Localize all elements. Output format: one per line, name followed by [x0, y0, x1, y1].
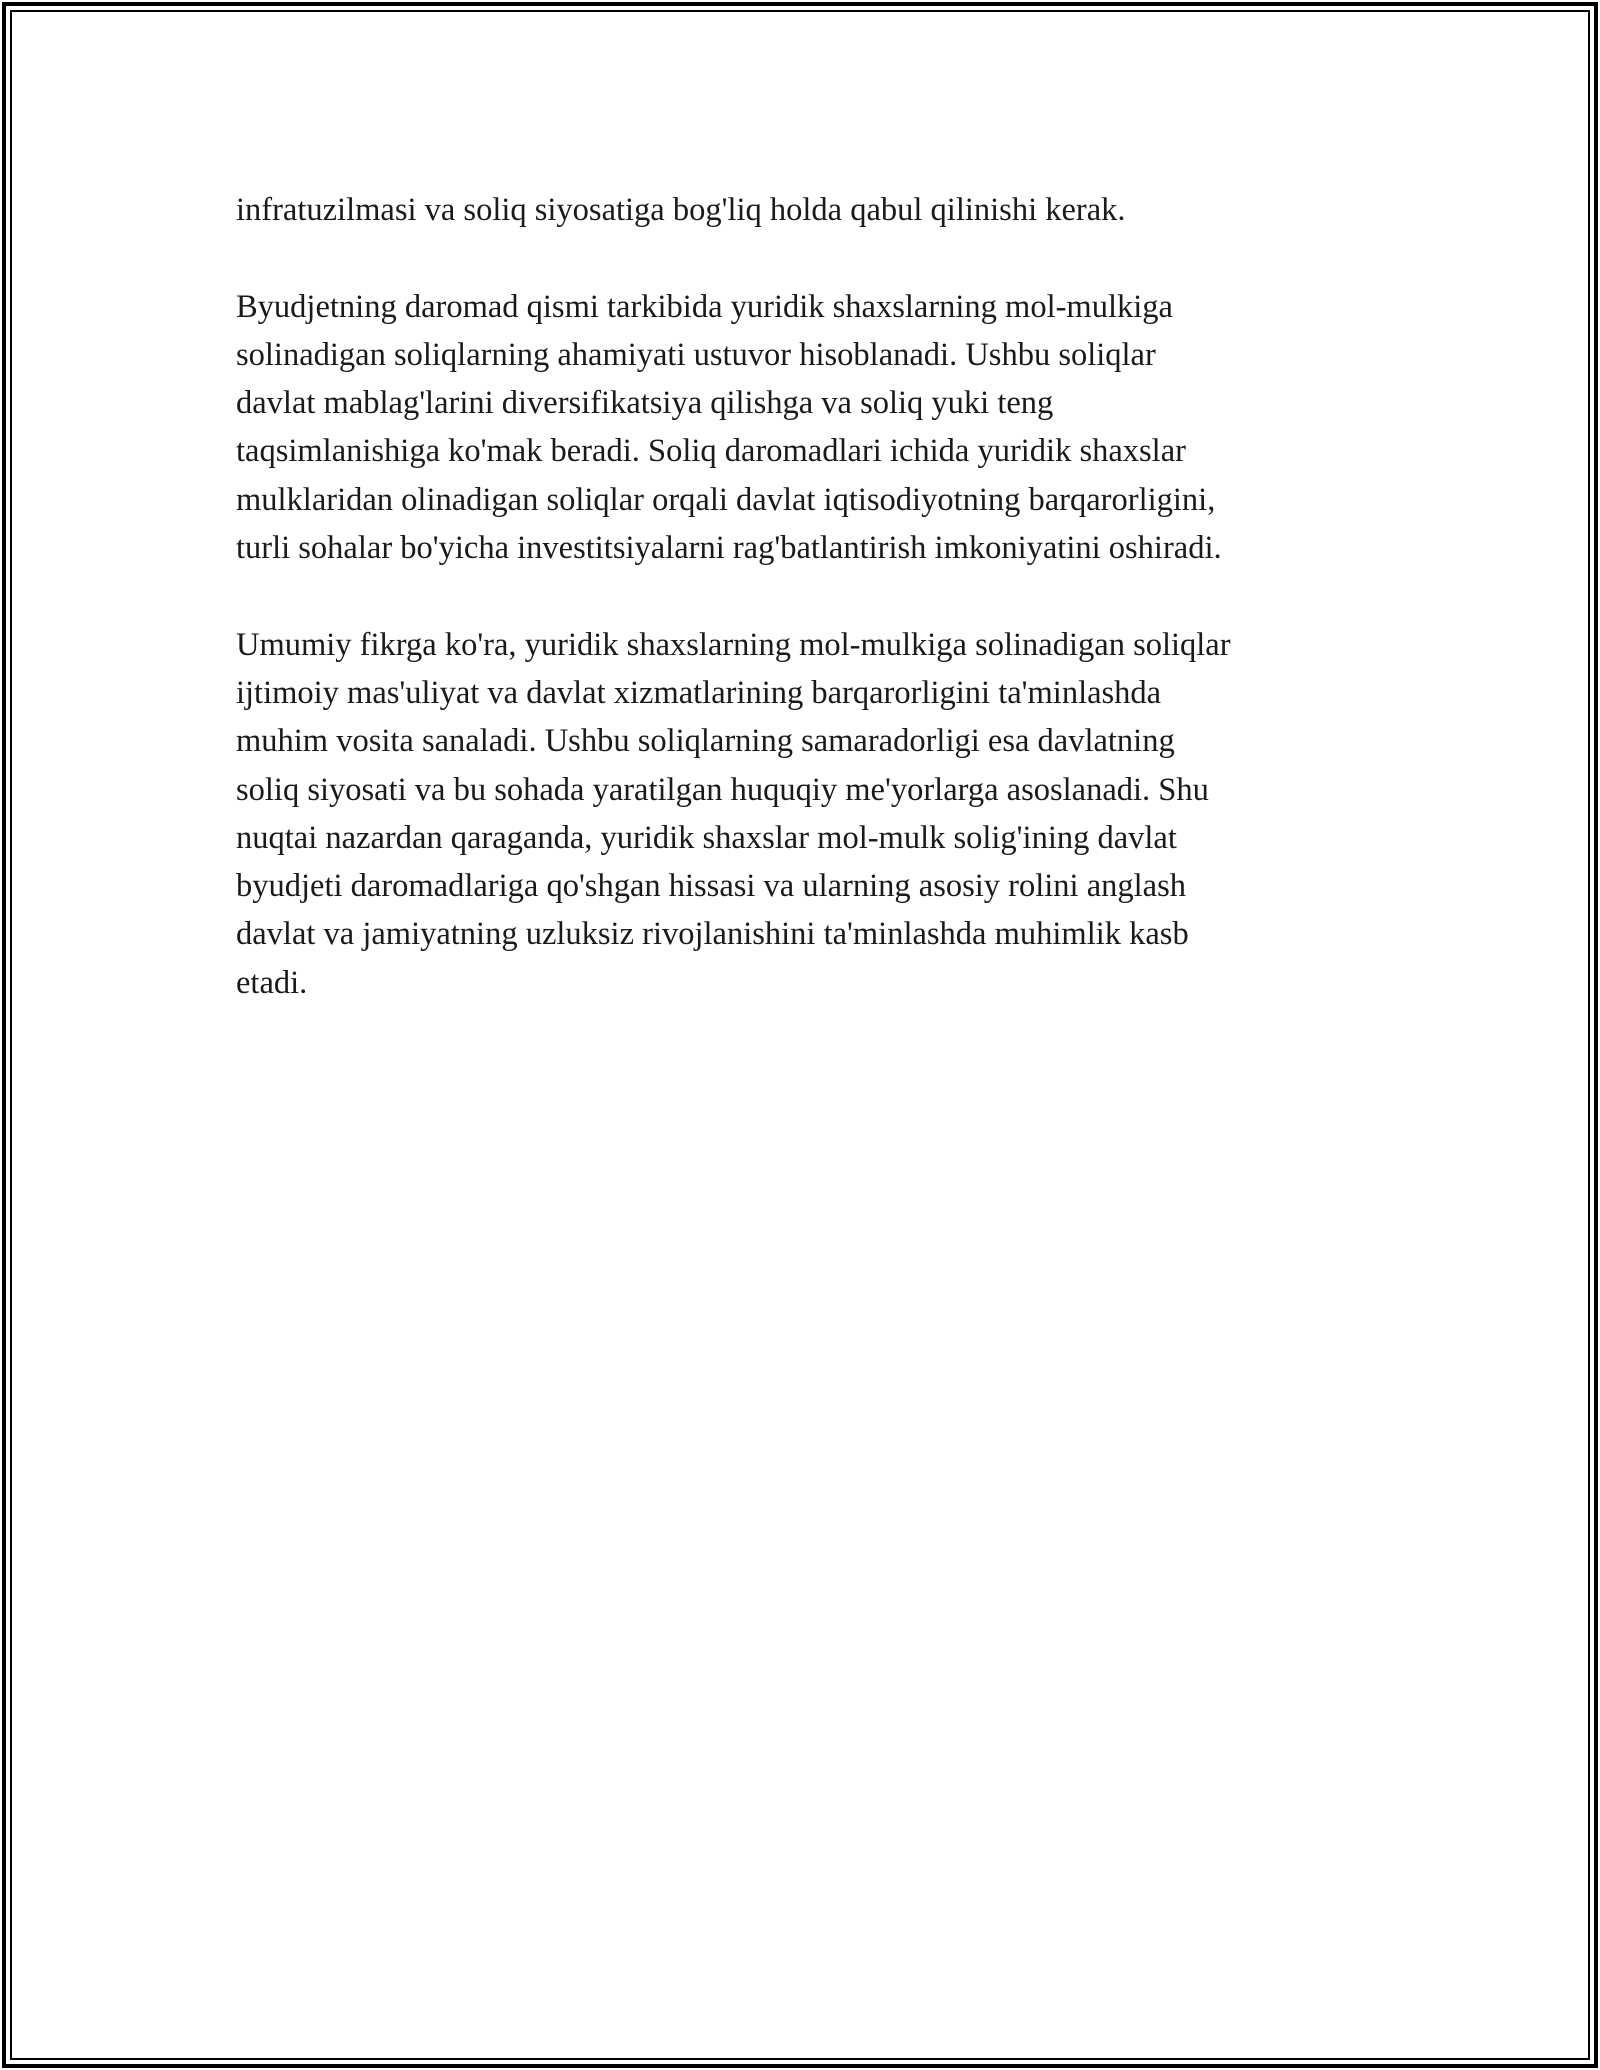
- paragraph-budget-revenue: Byudjetning daromad qismi tarkibida yuridik shaxslarning mol-mulkiga solinadigan soliqlarning ahamiyati ustuvor hisoblanadi. Ushbu soliqlar davlat mablag'larini diversifikatsiya qilishga va soliq yuki teng taqsimlanishiga ko'mak beradi. Soliq daromadlari ichida yuridik shaxslar mulklaridan olinadigan soliqlar orqali davlat iqtisodiyotning barqarorligini, turli sohalar bo'yicha investitsiyalarni rag'batlantirish imkoniyatini oshiradi.: [236, 288, 1222, 567]
- paragraph-conclusion: Umumiy fikrga ko'ra, yuridik shaxslarning mol-mulkiga solinadigan soliqlar ijtimoiy mas'uliyat va davlat xizmatlarining barqarorligini ta'minlashda muhim vosita sanaladi. Ushbu soliqlarning samaradorligi esa davlatning soliq siyosati va bu sohada yaratilgan huquqiy me'yorlarga asoslanadi. Shu nuqtai nazardan qaraganda, yuridik shaxslar mol-mulk solig'ining davlat byudjeti daromadlariga qo'shgan hissasi va ularning asosiy rolini anglash davlat va jamiyatning uzluksiz rivojlanishini ta'minlashda muhimlik kasb etadi.: [236, 626, 1231, 1001]
- paragraph-continuation: infratuzilmasi va soliq siyosatiga bog'liq holda qabul qilinishi kerak.: [236, 192, 1126, 228]
- document-body: [236, 186, 1366, 1007]
